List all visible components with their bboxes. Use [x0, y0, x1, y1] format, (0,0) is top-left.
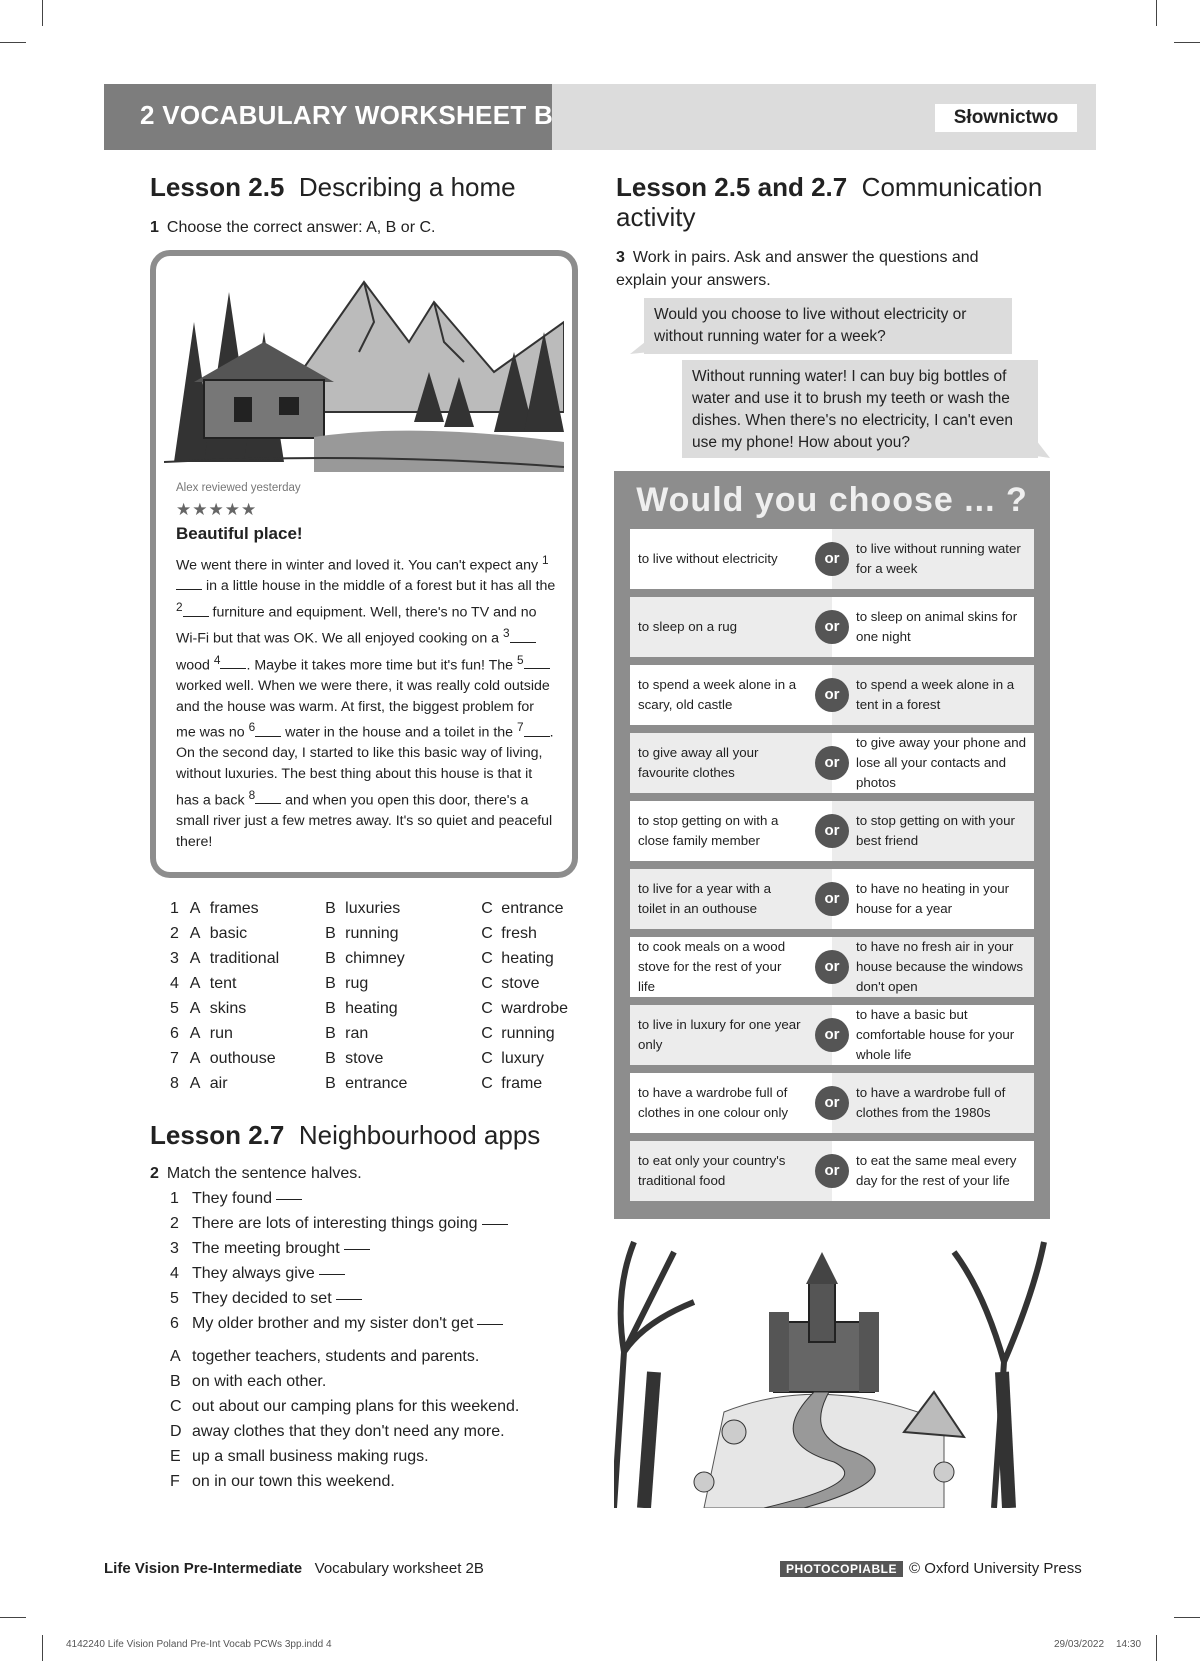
- photocopiable-badge: PHOTOCOPIABLE: [780, 1561, 903, 1577]
- sentence-endings: [170, 1344, 519, 1494]
- or-badge: or: [815, 746, 849, 780]
- list-item: B on with each other.: [170, 1373, 327, 1390]
- option-row: 3 A traditional B chimney C heating: [170, 950, 554, 967]
- choice-row: to sleep on a rug to sleep on animal skins for one night or: [630, 597, 1034, 657]
- exercise-1-instruction: 1 Choose the correct answer: A, B or C.: [150, 219, 436, 236]
- option-row: 1 A frames B luxuries C entrance: [170, 900, 564, 917]
- or-badge: or: [815, 1154, 849, 1188]
- list-item: 4 They always give: [170, 1261, 508, 1286]
- print-date: 29/03/2022: [1054, 1639, 1105, 1650]
- crop-mark: [0, 42, 26, 43]
- castle-forest-illustration: [614, 1232, 1050, 1508]
- bubble-tail: [630, 338, 650, 354]
- speech-bubble-answer: Without running water! I can buy big bottles of water and use it to brush my teeth or wash the dishes. When there's no electricity, I can't even use my phone! How about you?: [682, 360, 1038, 458]
- choice-row: to eat only your country's traditional food to eat the same meal every day for the rest of your life or: [630, 1141, 1034, 1201]
- or-badge: or: [815, 678, 849, 712]
- or-badge: or: [815, 950, 849, 984]
- answer-options: [170, 896, 590, 1096]
- crop-mark: [1174, 1617, 1200, 1618]
- crop-mark: [1174, 42, 1200, 43]
- list-item: 2 There are lots of interesting things going: [170, 1211, 508, 1236]
- lesson-25-heading: Lesson 2.5 Describing a home: [150, 172, 516, 202]
- option-row: 4 A tent B rug C stove: [170, 975, 540, 992]
- comm-heading: Lesson 2.5 and 2.7 Communication activity: [616, 172, 1043, 232]
- crop-mark: [42, 1635, 43, 1661]
- bubble-tail: [1036, 440, 1050, 458]
- option-row: 5 A skins B heating C wardrobe: [170, 1000, 568, 1017]
- choice-row: to give away all your favourite clothes to give away your phone and lose all your contacts and photos or: [630, 733, 1034, 793]
- or-badge: or: [815, 814, 849, 848]
- cabin-landscape-illustration: [164, 262, 564, 472]
- list-item: 3 The meeting brought: [170, 1236, 508, 1261]
- choice-row: to live in luxury for one year only to have a basic but comfortable house for your whole life or: [630, 1005, 1034, 1065]
- crop-mark: [1156, 1635, 1157, 1661]
- crop-mark: [0, 1617, 26, 1618]
- panel-title: Would you choose ... ?: [636, 481, 1028, 519]
- exercise-3-instruction: 3 Work in pairs. Ask and answer the questions and explain your answers.: [616, 249, 979, 289]
- review-body: We went there in winter and loved it. You can't expect any $^1$ in a little house in the middle of a forest but it has all the $^2$ furniture and equipment. Well, there's no TV and no Wi-Fi but that was OK. We all enjoyed cooking on a $^3$ wood $^4$ . Maybe it takes more time but it's fun! The $^5$ worked well. When we were there, it was really cold outside and the house was warm. At first, the biggest problem for me was no $^6$ water in the house and a toilet in the $^7$ . On the second day, I started to like this basic way of living, without luxuries. The best thing about this house is that it has a back $^8$ and when you open this door, there's a small river just a few metres away. It's so quiet and peaceful there!: [176, 553, 556, 850]
- or-badge: or: [815, 610, 849, 644]
- list-item: 6 My older brother and my sister don't get: [170, 1311, 508, 1336]
- sentence-beginnings: [170, 1186, 508, 1336]
- or-badge: or: [815, 1018, 849, 1052]
- exercise-2-instruction: 2 Match the sentence halves.: [150, 1165, 362, 1182]
- speech-bubble-question: Would you choose to live without electricity or without running water for a week?: [644, 298, 1012, 354]
- choice-row: to live without electricity to live without running water for a week or: [630, 529, 1034, 589]
- option-row: 7 A outhouse B stove C luxury: [170, 1050, 544, 1067]
- list-item: A together teachers, students and parents.: [170, 1348, 480, 1365]
- crop-mark: [1156, 0, 1157, 26]
- option-row: 2 A basic B running C fresh: [170, 925, 537, 942]
- list-item: C out about our camping plans for this weekend.: [170, 1398, 520, 1415]
- or-badge: or: [815, 542, 849, 576]
- option-row: 8 A air B entrance C frame: [170, 1075, 543, 1092]
- list-item: 5 They decided to set: [170, 1286, 508, 1311]
- lesson-27-heading: Lesson 2.7 Neighbourhood apps: [150, 1120, 541, 1150]
- choice-row: to have a wardrobe full of clothes in one colour only to have a wardrobe full of clothes from the 1980s or: [630, 1073, 1034, 1133]
- print-time: 14:30: [1116, 1639, 1142, 1650]
- choice-row: to live for a year with a toilet in an outhouse to have no heating in your house for a year or: [630, 869, 1034, 929]
- list-item: 1 They found: [170, 1186, 508, 1211]
- worksheet-title: 2 VOCABULARY WORKSHEET B: [140, 100, 554, 130]
- would-you-choose-panel: [614, 471, 1050, 1219]
- or-badge: or: [815, 1086, 849, 1120]
- or-badge: or: [815, 882, 849, 916]
- list-item: D away clothes that they don't need any more.: [170, 1423, 505, 1440]
- section-badge: Słownictwo: [935, 104, 1077, 132]
- reviewer-line: Alex reviewed yesterday: [176, 482, 301, 494]
- rating-stars: ★★★★★: [176, 500, 258, 519]
- list-item: F on in our town this weekend.: [170, 1473, 395, 1490]
- review-title: Beautiful place!: [176, 524, 303, 543]
- footer-right: PHOTOCOPIABLE © Oxford University Press: [780, 1560, 1082, 1577]
- option-row: 6 A run B ran C running: [170, 1025, 555, 1042]
- print-slug: 4142240 Life Vision Poland Pre-Int Vocab PCWs 3pp.indd 4: [66, 1639, 332, 1650]
- choice-row: to spend a week alone in a scary, old castle to spend a week alone in a tent in a forest or: [630, 665, 1034, 725]
- review-card: [150, 250, 578, 878]
- crop-mark: [42, 0, 43, 26]
- choice-row: to cook meals on a wood stove for the rest of your life to have no fresh air in your house because the windows don't open or: [630, 937, 1034, 997]
- choice-row: to stop getting on with a close family member to stop getting on with your best friend or: [630, 801, 1034, 861]
- footer-left: Life Vision Pre-Intermediate Vocabulary worksheet 2B: [104, 1560, 484, 1577]
- list-item: E up a small business making rugs.: [170, 1448, 429, 1465]
